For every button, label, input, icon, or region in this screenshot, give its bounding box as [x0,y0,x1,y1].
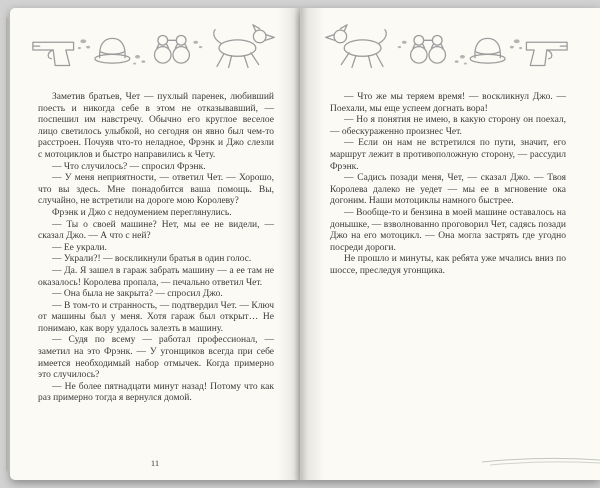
paragraph: — Не более пятнадцати минут назад! Потому что как раз примерно тогда я вернулся домой. [38,381,274,404]
paragraph: — Но я понятия не имею, в какую сторону он поехал, — обескураженно произнес Чет. [330,115,566,137]
paragraph: — Она была не закрыта? — спросил Джо. [52,289,223,300]
hat-icon [470,38,505,63]
running-dog-icon [326,25,386,68]
paragraph: Фрэнк и Джо с недоумением переглянулись. [52,207,232,218]
paragraph: — Судя по всему — работал профессионал, — заметил на это Фрэнк. — У угонщиков всегда при себе имеется необходимый набор отмычек. Когда примерно это случилось? [38,335,274,381]
spots-icon [398,41,407,48]
ink-spots-icon [78,39,90,49]
header-art-svg [29,21,281,79]
right-page [300,8,600,480]
paragraph: — Что же мы теряем время! — воскликнул Джо. — Поехали, мы еще успеем догнать вора! [330,92,566,114]
paragraph: — В том-то и странность, — подтвердил Чет. — Ключ от машины был у меня. Хотя гараж был открыт… Не понимаю, как вору удалось залезть в машину. [38,300,274,334]
pistol-icon [526,42,567,65]
paragraph: — У меня неприятности, — ответил Чет. — Хорошо, что вы здесь. Мне понадобится ваша помощь. Вы, случайно, не встретили на дороге мою Королеву? [38,173,274,207]
paragraph: Не прошло и минуты, как ребята уже мчались вниз по шоссе, преследуя угонщика. [330,254,566,276]
left-page [10,8,300,480]
paw-prints-icon [455,55,467,64]
pistol-icon [33,42,74,65]
ink-spots-icon [510,39,522,49]
paragraph: Заметив братьев, Чет — пухлый паренек, любивший поесть и никогда себе в этом не отказывавший, — поспешил им навстречу. Обычно его круглое веселое лицо светилось улыбкой, но сегодня он явно был чем-то расстроен. Почуяв что-то неладное, Фрэнк и Джо слезли с мотоциклов и быстро направились к Чету. [38,92,274,160]
paragraph: — Украли?! — воскликнули братья в один голос. [52,254,252,265]
left-page-header-illustration [29,21,281,79]
paragraph: — Ты о своей машине? Нет, мы ее не видели, — сказал Джо. — А что с ней? [38,219,274,242]
paragraph: — Да. Я зашел в гараж забрать машину — а ее там не оказалось! Королева пропала, — печально ответил Чет. [38,265,274,288]
paragraph: — Садись позади меня, Чет, — сказал Джо. — Твоя Королева далеко не уедет — мы ее в мгновение ока догоним. Наши мотоциклы намного быстрее. [330,173,566,207]
running-dog-icon [214,25,274,68]
paragraph: — Ее украли. [52,242,107,253]
right-page-header-illustration [319,21,571,79]
paragraph: — Если он нам не встретился по пути, значит, его маршрут лежит в противоположную сторону, — рассудил Фрэнк. [330,138,566,172]
header-art-svg-mirrored [319,21,571,79]
page-number: 11 [150,458,160,468]
paragraph: — Вообще-то и бензина в моей машине оставалось на донышке, — взволнованно проговорил Чет, садясь позади Джо на его мотоцикл. — Она могла застрять где угодно посреди дороги. [330,207,566,253]
left-page-text-column [38,92,274,405]
paw-prints-icon [133,55,145,64]
hat-icon [95,38,130,63]
binoculars-icon [411,35,446,63]
spots-icon [193,41,202,48]
paragraph: — Что случилось? — спросил Фрэнк. [52,161,206,172]
right-page-text-column [330,92,566,278]
binoculars-icon [155,35,190,63]
page-edge-curl [482,452,600,468]
